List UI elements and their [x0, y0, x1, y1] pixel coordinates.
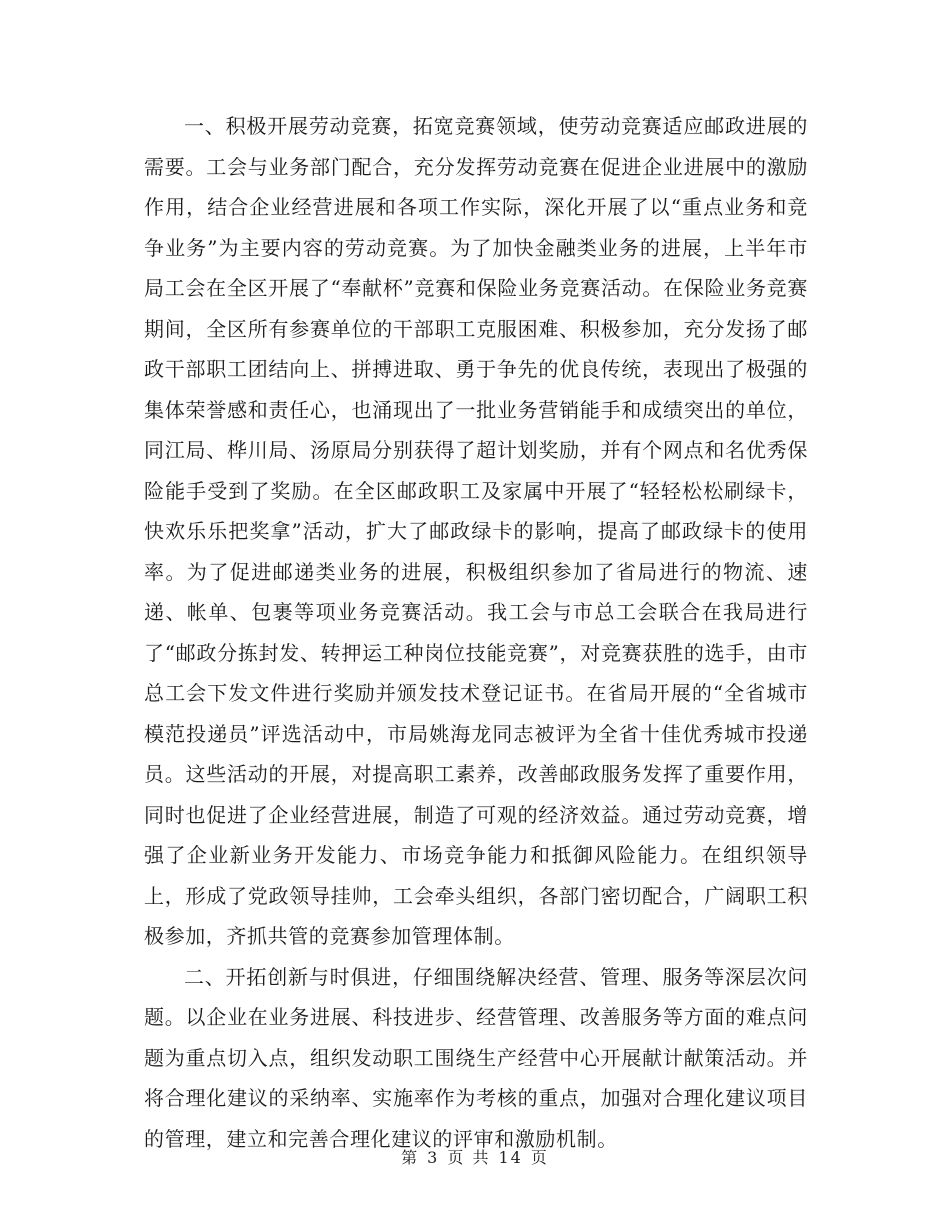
document-body	[144, 106, 808, 1159]
footer-middle: 页 共	[447, 1148, 491, 1167]
footer-suffix: 页	[530, 1148, 549, 1167]
paragraph-1: 一、积极开展劳动竞赛，拓宽竞赛领域，使劳动竞赛适应邮政进展的需要。工会与业务部门配合，充分发挥劳动竞赛在促进企业进展中的激励作用，结合企业经营进展和各项工作实际，深化开展了以“重点业务和竞争业务”为主要内容的劳动竞赛。为了加快金融类业务的进展，上半年市局工会在全区开展了“奉献杯”竞赛和保险业务竞赛活动。在保险业务竞赛期间，全区所有参赛单位的干部职工克服困难、积极参加，充分发扬了邮政干部职工团结向上、拼搏进取、勇于争先的优良传统，表现出了极强的集体荣誉感和责任心，也涌现出了一批业务营销能手和成绩突出的单位，同江局、桦川局、汤原局分别获得了超计划奖励，并有个网点和名优秀保险能手受到了奖励。在全区邮政职工及家属中开展了“轻轻松松刷绿卡，快欢乐乐把奖拿”活动，扩大了邮政绿卡的影响，提高了邮政绿卡的使用率。为了促进邮递类业务的进展，积极组织参加了省局进行的物流、速递、帐单、包裹等项业务竞赛活动。我工会与市总工会联合在我局进行了“邮政分拣封发、转押运工种岗位技能竞赛”，对竞赛获胜的选手，由市总工会下发文件进行奖励并颁发技术登记证书。在省局开展的“全省城市模范投递员”评选活动中，市局姚海龙同志被评为全省十佳优秀城市投递员。这些活动的开展，对提高职工素养，改善邮政服务发挥了重要作用，同时也促进了企业经营进展，制造了可观的经济效益。通过劳动竞赛，增强了企业新业务开发能力、市场竞争能力和抵御风险能力。在组织领导上，形成了党政领导挂帅，工会牵头组织，各部门密切配合，广阔职工积极参加，齐抓共管的竞赛参加管理体制。	[144, 114, 808, 948]
paragraph-2: 二、开拓创新与时俱进，仔细围绕解决经营、管理、服务等深层次问题。以企业在业务进展、科技进步、经营管理、改善服务等方面的难点问题为重点切入点，组织发动职工围绕生产经营中心开展献计献策活动。并将合理化建议的采纳率、实施率作为考核的重点，加强对合理化建议项目的管理，建立和完善合理化建议的评审和激励机制。	[144, 964, 808, 1151]
footer-current-page: 3	[427, 1148, 440, 1167]
footer-total-pages: 14	[498, 1148, 523, 1167]
footer-prefix: 第	[401, 1148, 420, 1167]
page-footer	[0, 1145, 950, 1168]
